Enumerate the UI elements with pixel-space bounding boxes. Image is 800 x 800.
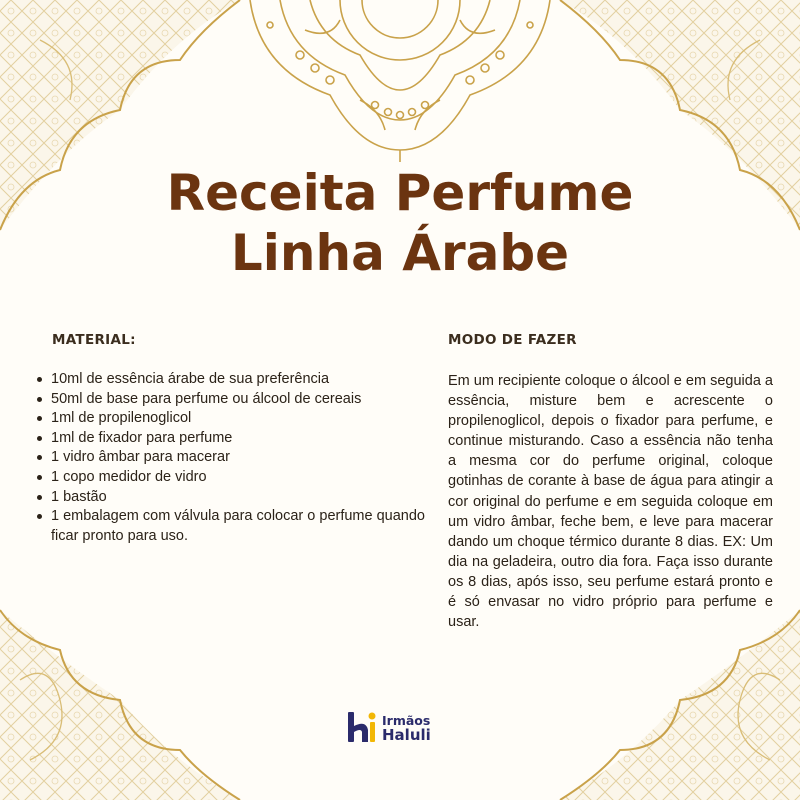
list-item: 1 embalagem com válvula para colocar o perfume quando ficar pronto para uso. [51,507,446,546]
title-line-2: Linha Árabe [230,224,570,282]
list-item: 1 copo medidor de vidro [51,468,446,488]
modo-text: Em um recipiente coloque o álcool e em seguida a essência, misture bem e acrescente o propilenoglicol, depois o fixador para perfume, e continue misturando. Caso a essência não tenha a mesma cor do perfume original, coloque gotinhas de corante à base de água para atingir a cor original do perfume e em seguida coloque em um vidro âmbar, feche bem, e leve para macerar dando um choque térmico durante 8 dias. EX: Um dia na geladeira, outro dia fora. Faça isso durante os 8 dias, após isso, seu perfume estará pronto e é só envasar no vidro próprio para perfume e usar. [448,373,773,631]
list-item: 1 vidro âmbar para macerar [51,448,446,468]
logo-line-1: Irmãos [382,713,431,728]
material-list [34,370,446,546]
logo-icon [346,708,378,748]
material-heading: MATERIAL: [52,332,136,348]
list-item: 1 bastão [51,488,446,508]
list-item: 50ml de base para perfume ou álcool de cereais [51,390,446,410]
logo-wordmark [382,713,431,743]
list-item: 10ml de essência árabe de sua preferência [51,370,446,390]
page-title [0,163,800,283]
brand-logo [346,708,431,748]
title-line-1: Receita Perfume [166,164,634,222]
modo-heading: MODO DE FAZER [448,332,577,348]
list-item: 1ml de fixador para perfume [51,429,446,449]
list-item: 1ml de propilenoglicol [51,409,446,429]
logo-line-2: Haluli [382,726,431,744]
